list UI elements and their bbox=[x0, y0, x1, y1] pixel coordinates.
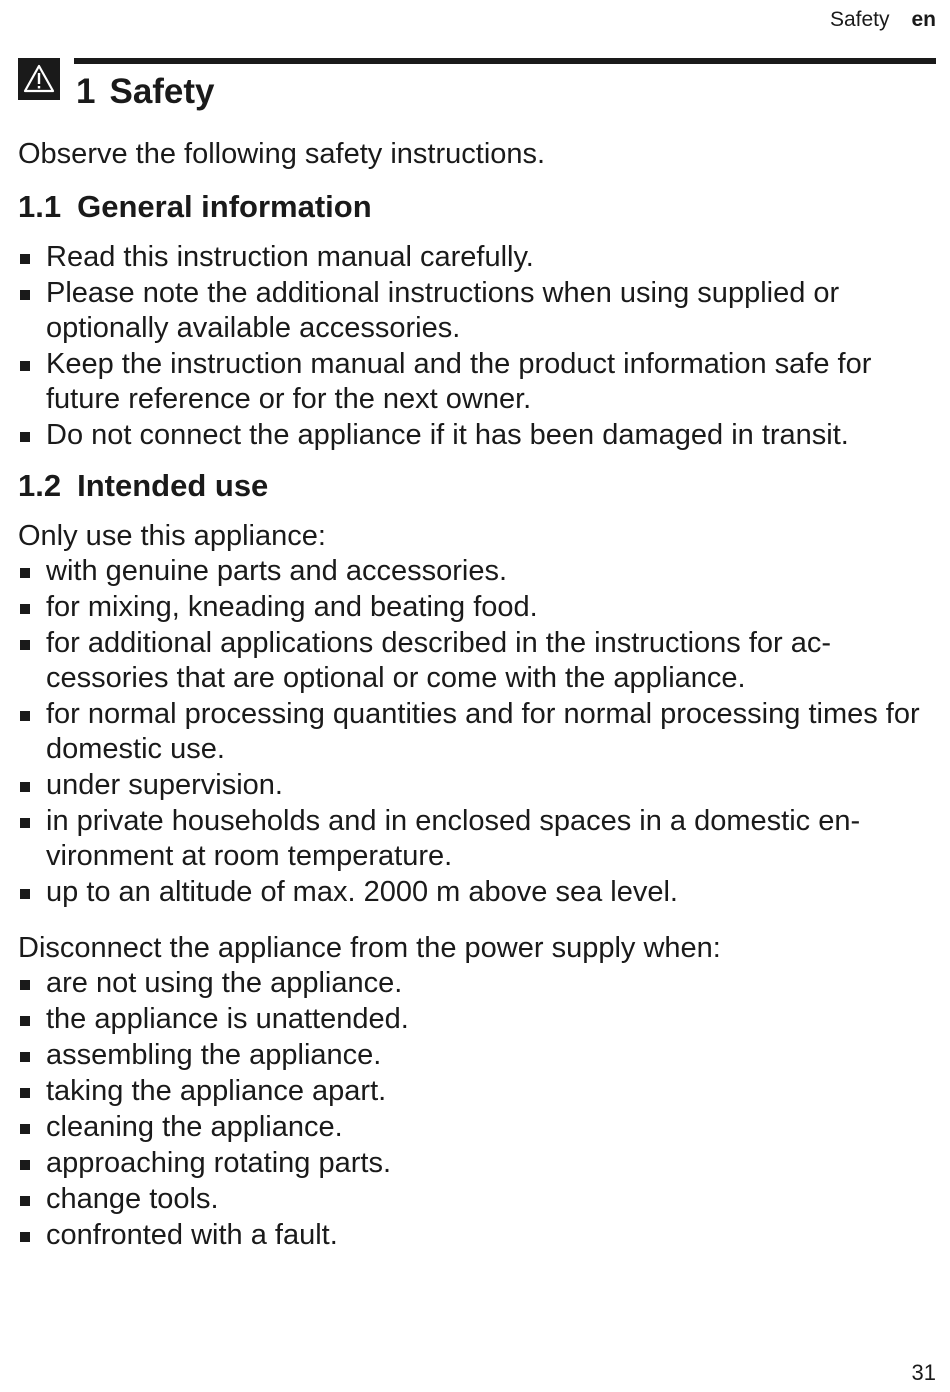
intro-text: Observe the following safety instructions. bbox=[18, 138, 546, 170]
list-item: for additional applications described in the instructions for ac-cessories that are optional or come with the appliance. bbox=[18, 626, 938, 696]
page-number: 31 bbox=[911, 1360, 936, 1385]
section-number: 1.2 bbox=[18, 468, 62, 503]
list-item: confronted with a fault. bbox=[18, 1218, 938, 1253]
list-item: for normal processing quantities and for normal processing times for domestic use. bbox=[18, 697, 938, 767]
section-title: General information bbox=[77, 189, 372, 224]
intended-use-lead: Only use this appliance: bbox=[18, 520, 326, 552]
header-language: en bbox=[911, 8, 936, 31]
disconnect-list bbox=[18, 966, 938, 1253]
list-item: assembling the appliance. bbox=[18, 1038, 938, 1073]
header-section: Safety bbox=[829, 8, 890, 31]
list-item: Please note the additional instructions when using supplied or optionally available accessories. bbox=[18, 276, 938, 346]
list-item: for mixing, kneading and beating food. bbox=[18, 590, 938, 625]
disconnect-lead: Disconnect the appliance from the power supply when: bbox=[18, 932, 721, 964]
warning-icon bbox=[18, 58, 60, 100]
list-item: taking the appliance apart. bbox=[18, 1074, 938, 1109]
list-item: Do not connect the appliance if it has been damaged in transit. bbox=[18, 418, 938, 453]
chapter-title bbox=[76, 70, 215, 114]
list-item: in private households and in enclosed spaces in a domestic en-vironment at room temperature. bbox=[18, 804, 938, 874]
list-item: approaching rotating parts. bbox=[18, 1146, 938, 1181]
section-heading-intended-use bbox=[18, 465, 938, 507]
chapter-title-text: Safety bbox=[109, 72, 215, 111]
list-item: up to an altitude of max. 2000 m above sea level. bbox=[18, 875, 938, 910]
list-item: under supervision. bbox=[18, 768, 938, 803]
chapter-rule bbox=[74, 58, 936, 64]
section-title: Intended use bbox=[77, 468, 269, 503]
section-number: 1.1 bbox=[18, 189, 62, 224]
list-item: the appliance is unattended. bbox=[18, 1002, 938, 1037]
list-item: change tools. bbox=[18, 1182, 938, 1217]
list-item: Read this instruction manual carefully. bbox=[18, 240, 938, 275]
general-info-list bbox=[18, 240, 938, 453]
list-item: Keep the instruction manual and the product information safe for future reference or for the next owner. bbox=[18, 347, 938, 417]
list-item: are not using the appliance. bbox=[18, 966, 938, 1001]
section-heading-general bbox=[18, 186, 938, 228]
page-content bbox=[18, 134, 938, 1254]
running-header bbox=[830, 8, 936, 32]
list-item: cleaning the appliance. bbox=[18, 1110, 938, 1145]
spacer bbox=[18, 911, 938, 931]
intended-use-list bbox=[18, 554, 938, 910]
list-item: with genuine parts and accessories. bbox=[18, 554, 938, 589]
chapter-number: 1 bbox=[76, 72, 96, 111]
